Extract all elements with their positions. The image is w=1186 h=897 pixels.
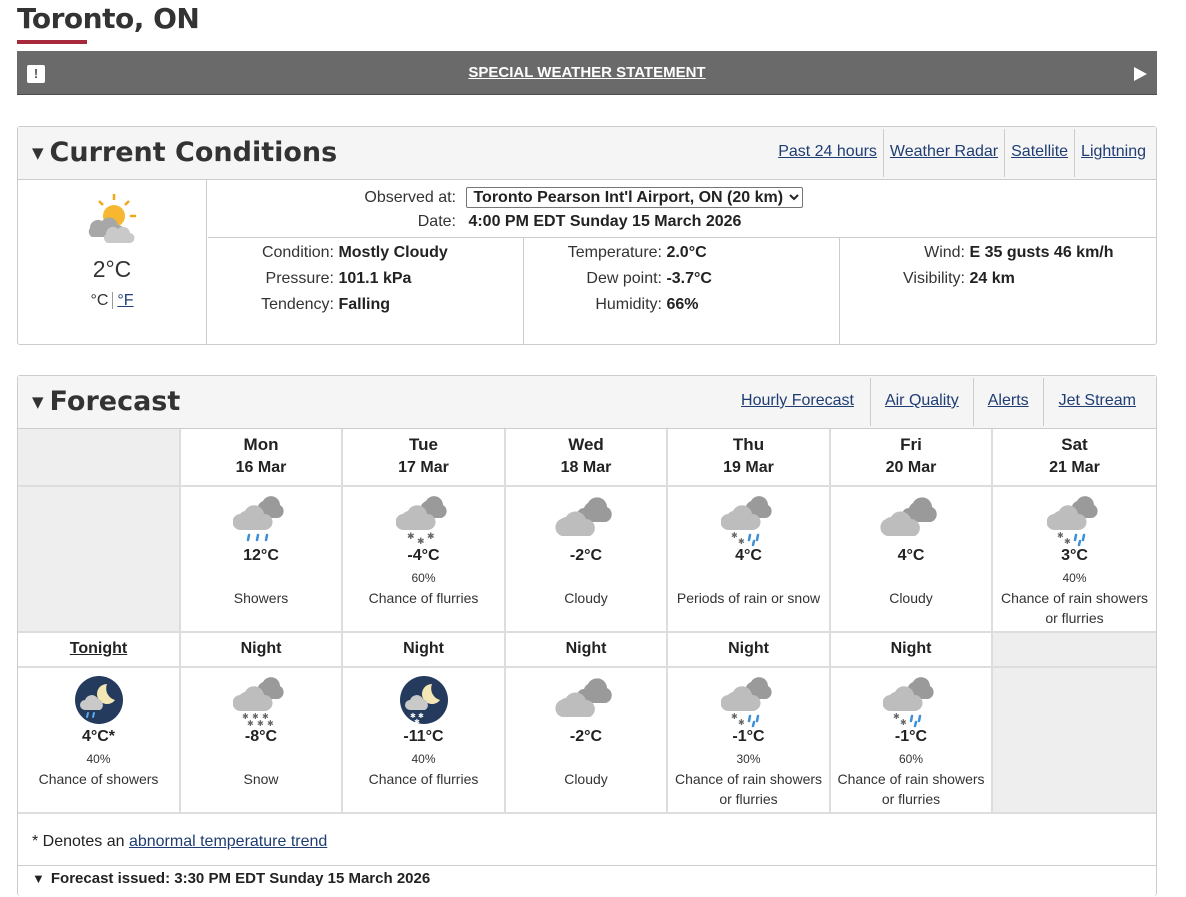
forecast-title[interactable]: ▼ Forecast [32, 386, 181, 417]
night-forecast[interactable]: ✱ ✱ -1°C 60% Chance of rain showers or flurries [831, 668, 993, 814]
svg-text:✱: ✱ [416, 537, 425, 547]
humidity-value: 66% [666, 296, 699, 313]
wind-label: Wind: [924, 244, 965, 261]
svg-text:✱: ✱ [426, 532, 435, 542]
night-header: Night [831, 633, 993, 668]
alert-banner[interactable] [17, 51, 1157, 95]
day-forecast[interactable]: 4°C Cloudy [831, 487, 993, 633]
unit-switch [18, 292, 206, 310]
svg-text:✱: ✱ [262, 712, 269, 721]
observed-label: Observed at: [364, 189, 456, 206]
rain-snow-icon [721, 491, 777, 547]
night-header: Night [506, 633, 668, 668]
collapse-triangle-icon[interactable]: ▼ [32, 393, 44, 411]
dewpoint-value: -3.7°C [666, 270, 712, 287]
svg-text:✱: ✱ [893, 712, 900, 721]
svg-text:✱: ✱ [900, 718, 907, 727]
condition-label: Condition: [261, 244, 334, 261]
svg-text:✱: ✱ [267, 719, 274, 728]
svg-text:✱: ✱ [413, 718, 420, 726]
date-value: 4:00 PM EDT Sunday 15 March 2026 [468, 213, 742, 230]
night-forecast[interactable]: ✱ ✱ ✱ ✱ ✱ ✱ -8°C Snow [181, 668, 343, 814]
flurries-icon [396, 491, 452, 547]
current-temperature: 2°C [92, 256, 132, 282]
past-24-hours-link[interactable]: Past 24 hours [778, 143, 877, 160]
rain-showers-icon [233, 491, 289, 547]
day-header: Thu 19 Mar [668, 429, 831, 487]
cloudy-icon [879, 491, 943, 547]
alert-link[interactable]: SPECIAL WEATHER STATEMENT [468, 64, 706, 81]
svg-text:✱: ✱ [257, 719, 264, 728]
rain-snow-icon [721, 672, 777, 728]
temperature-value: 2.0°C [666, 244, 707, 261]
conditions-column-2 [524, 238, 840, 344]
visibility-value: 24 km [969, 270, 1015, 287]
day-header: Sat 21 Mar [993, 429, 1156, 487]
tonight-link[interactable]: Tonight [69, 640, 128, 657]
svg-text:✱: ✱ [252, 712, 259, 721]
svg-text:✱: ✱ [409, 712, 416, 720]
weather-radar-link[interactable]: Weather Radar [889, 143, 999, 160]
svg-text:✱: ✱ [737, 718, 745, 727]
pressure-value: 101.1 kPa [338, 270, 412, 287]
conditions-column-1 [208, 238, 524, 344]
forecast-header [18, 376, 1156, 429]
current-conditions-panel [17, 126, 1157, 345]
svg-text:✱: ✱ [247, 719, 254, 728]
current-summary [18, 180, 207, 344]
forecast-issued[interactable]: ▼ Forecast issued: 3:30 PM EDT Sunday 15 March 2026 [18, 865, 1156, 897]
current-conditions-header [18, 127, 1156, 180]
night-forecast[interactable]: ✱ ✱ -1°C 30% Chance of rain showers or flurries [668, 668, 831, 814]
day-forecast[interactable]: ✱ ✱ 3°C 40% Chance of rain showers or flurries [993, 487, 1156, 633]
exclamation-icon: ! [27, 65, 45, 83]
night-forecast[interactable]: -2°C Cloudy [506, 668, 668, 814]
condition-value: Mostly Cloudy [338, 244, 448, 261]
svg-text:✱: ✱ [730, 531, 738, 540]
dewpoint-label: Dew point: [586, 270, 662, 287]
expand-triangle-icon[interactable]: ▼ [32, 871, 45, 886]
grid-spacer [993, 633, 1156, 668]
collapse-triangle-icon[interactable]: ▼ [32, 144, 44, 162]
grid-corner [18, 429, 181, 487]
celsius-unit: °C [90, 292, 109, 309]
svg-text:✱: ✱ [242, 712, 249, 721]
svg-text:✱: ✱ [406, 532, 415, 542]
wind-value: E 35 gusts 46 km/h [969, 244, 1114, 261]
pressure-label: Pressure: [265, 270, 334, 287]
footnote: * Denotes an abnormal temperature trend [32, 833, 328, 850]
snow-icon [233, 672, 289, 728]
rain-snow-icon [1047, 491, 1103, 547]
night-header: Night [668, 633, 831, 668]
current-conditions-title[interactable]: ▼ Current Conditions [32, 137, 338, 168]
night-flurries-icon [396, 672, 452, 728]
night-header[interactable] [18, 633, 181, 668]
date-label: Date: [417, 213, 456, 230]
svg-text:✱: ✱ [1063, 537, 1071, 546]
alerts-link[interactable]: Alerts [987, 392, 1029, 409]
svg-text:✱: ✱ [730, 712, 738, 721]
svg-text:✱: ✱ [417, 712, 424, 720]
day-forecast[interactable]: -2°C Cloudy [506, 487, 668, 633]
day-header: Fri 20 Mar [831, 429, 993, 487]
tendency-label: Tendency: [261, 296, 334, 313]
day-forecast[interactable]: ✱ ✱ 4°C Periods of rain or snow [668, 487, 831, 633]
station-select[interactable] [466, 187, 803, 208]
forecast-panel [17, 375, 1157, 896]
svg-text:✱: ✱ [1056, 531, 1064, 540]
night-forecast[interactable]: 4°C* 40% Chance of showers [18, 668, 181, 814]
temperature-label: Temperature: [567, 244, 662, 261]
day-header: Tue 17 Mar [343, 429, 506, 487]
lightning-link[interactable]: Lightning [1081, 143, 1146, 160]
fahrenheit-link[interactable]: °F [117, 292, 134, 309]
air-quality-link[interactable]: Air Quality [884, 392, 959, 409]
grid-spacer [993, 668, 1156, 814]
day-header: Wed 18 Mar [506, 429, 668, 487]
night-showers-icon [71, 672, 127, 728]
grid-spacer [18, 487, 181, 633]
day-header: Mon 16 Mar [181, 429, 343, 487]
conditions-column-3 [840, 238, 1156, 344]
cloudy-icon [554, 672, 618, 728]
night-header: Night [181, 633, 343, 668]
day-forecast[interactable]: 12°C Showers [181, 487, 343, 633]
cloudy-icon [554, 491, 618, 547]
satellite-link[interactable]: Satellite [1011, 143, 1069, 160]
night-header: Night [343, 633, 506, 668]
abnormal-trend-link[interactable]: abnormal temperature trend [128, 833, 328, 850]
visibility-label: Visibility: [903, 270, 965, 287]
rain-snow-icon [883, 672, 939, 728]
title-underline [17, 40, 87, 44]
tendency-value: Falling [338, 296, 391, 313]
observation-info [208, 180, 1156, 238]
jet-stream-link[interactable]: Jet Stream [1058, 392, 1136, 409]
hourly-forecast-link[interactable]: Hourly Forecast [741, 392, 854, 409]
night-forecast[interactable]: ✱ ✱ ✱ -11°C 40% Chance of flurries [343, 668, 506, 814]
sun-cloud-icon [84, 192, 140, 248]
city-title: Toronto, ON [17, 2, 200, 35]
humidity-label: Humidity: [595, 296, 662, 313]
svg-text:✱: ✱ [737, 537, 745, 546]
day-forecast[interactable]: ✱ ✱ ✱ -4°C 60% Chance of flurries [343, 487, 506, 633]
play-icon[interactable] [1134, 67, 1147, 81]
